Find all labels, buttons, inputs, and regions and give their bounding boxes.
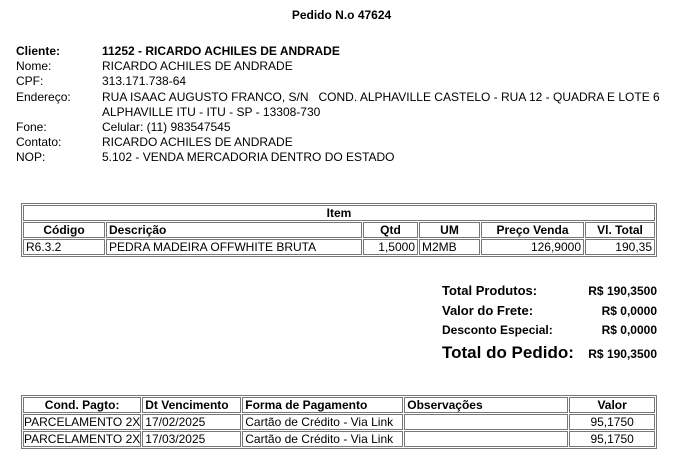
item-codigo: R6.3.2 <box>23 239 105 255</box>
table-row <box>23 431 655 447</box>
col-preco: Preço Venda <box>481 222 584 238</box>
col-total: Vl. Total <box>585 222 655 238</box>
nop-value: 5.102 - VENDA MERCADORIA DENTRO DO ESTADO <box>102 150 395 165</box>
col-valor: Valor <box>569 397 655 413</box>
desconto-label: Desconto Especial: <box>442 323 553 337</box>
col-descricao: Descrição <box>106 222 362 238</box>
pay-cond: PARCELAMENTO 2X <box>24 415 141 429</box>
frete-label: Valor do Frete: <box>442 303 534 318</box>
col-observacoes: Observações <box>404 397 568 413</box>
items-table <box>21 203 657 257</box>
cliente-label: Cliente: <box>16 44 61 58</box>
pay-valor: 95,1750 <box>569 431 655 447</box>
nome-label: Nome: <box>16 59 52 74</box>
pay-dt: 17/03/2025 <box>142 431 241 447</box>
totals <box>442 283 657 367</box>
table-row <box>23 414 655 430</box>
cpf-value: 313.171.738-64 <box>102 74 187 89</box>
col-codigo: Código <box>23 222 105 238</box>
cliente-value: 11252 - RICARDO ACHILES DE ANDRADE <box>102 44 340 58</box>
item-preco: 126,9000 <box>481 239 584 255</box>
endereco-label: Endereço: <box>16 89 71 104</box>
col-forma-pagamento: Forma de Pagamento <box>242 397 403 413</box>
cpf-label: CPF: <box>16 74 44 89</box>
frete-value: R$ 0,0000 <box>601 304 657 318</box>
page-title: Pedido N.o 47624 <box>291 8 392 22</box>
item-total: 190,35 <box>585 239 655 255</box>
total-pedido-value: R$ 190,3500 <box>588 347 657 361</box>
items-caption: Item <box>23 205 655 221</box>
item-qtd: 1,5000 <box>363 239 418 255</box>
col-dt-vencimento: Dt Vencimento <box>142 397 241 413</box>
endereco-value: RUA ISAAC AUGUSTO FRANCO, S/N COND. ALPHAVILLE CASTELO - RUA 12 - QUADRA E LOTE 6 <box>102 89 660 104</box>
nome-value: RICARDO ACHILES DE ANDRADE <box>102 59 293 74</box>
pay-forma: Cartão de Crédito - Via Link <box>242 431 403 447</box>
total-produtos-value: R$ 190,3500 <box>588 284 657 298</box>
table-row <box>23 239 655 255</box>
endereco-value-2: ALPHAVILLE ITU - ITU - SP - 13308-730 <box>102 104 321 119</box>
fone-value: Celular: (11) 983547545 <box>102 120 231 135</box>
desconto-value: R$ 0,0000 <box>601 323 657 337</box>
pay-obs <box>404 431 568 447</box>
pay-valor: 95,1750 <box>569 414 655 430</box>
total-produtos-label: Total Produtos: <box>442 283 538 298</box>
contato-value: RICARDO ACHILES DE ANDRADE <box>102 135 293 150</box>
col-cond-pagto: Cond. Pagto: <box>23 397 141 413</box>
fone-label: Fone: <box>16 120 47 135</box>
item-um: M2MB <box>419 239 480 255</box>
contato-label: Contato: <box>16 135 62 150</box>
pay-cond: PARCELAMENTO 2X <box>24 432 141 446</box>
payments-table <box>21 395 657 449</box>
col-qtd: Qtd <box>363 222 418 238</box>
client-info <box>16 44 660 166</box>
pay-obs <box>404 414 568 430</box>
total-pedido-label: Total do Pedido: <box>442 343 574 362</box>
nop-label: NOP: <box>16 150 46 165</box>
col-um: UM <box>419 222 480 238</box>
pay-forma: Cartão de Crédito - Via Link <box>242 414 403 430</box>
pay-dt: 17/02/2025 <box>142 414 241 430</box>
item-descricao: PEDRA MADEIRA OFFWHITE BRUTA <box>106 239 362 255</box>
